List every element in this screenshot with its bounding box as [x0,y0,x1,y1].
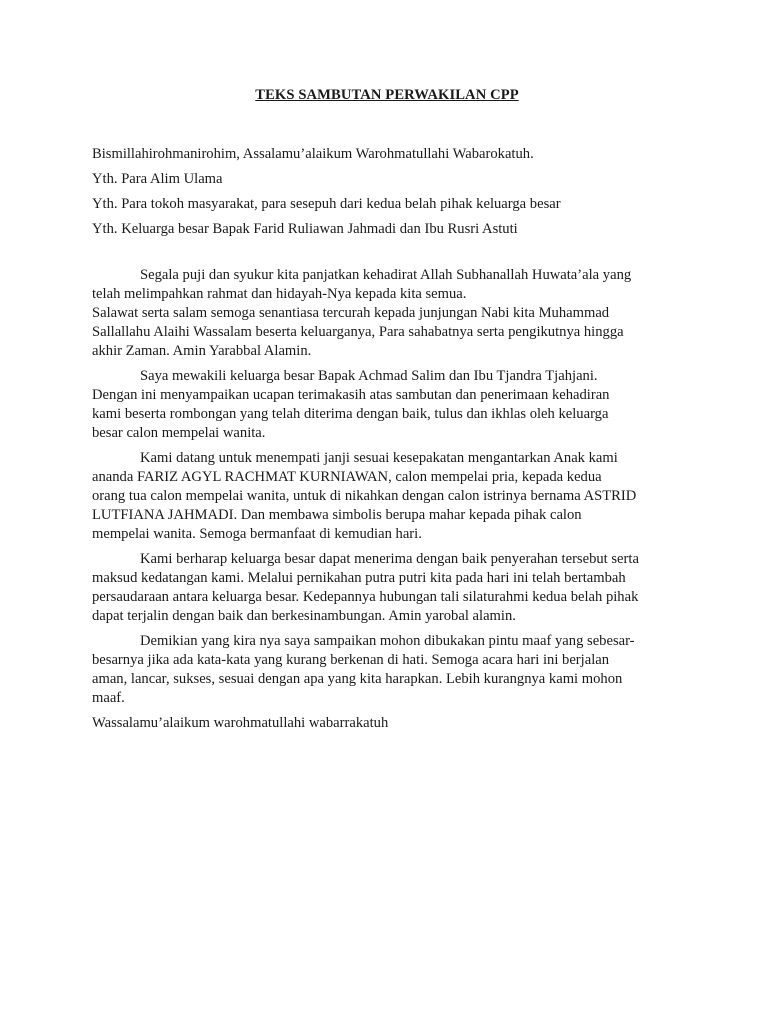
paragraph [92,367,682,443]
paragraph-line: ananda FARIZ AGYL RACHMAT KURNIAWAN, calon mempelai pria, kepada kedua [92,469,602,485]
addressee-line: Yth. Para Alim Ulama [92,171,223,187]
greeting: Bismillahirohmanirohim, Assalamu’alaikum Warohmatullahi Wabarokatuh. [92,146,534,162]
paragraph-line: maksud kedatangan kami. Melalui pernikahan putra putri kita pada hari ini telah bertambah [92,570,626,586]
paragraph-line: dapat terjalin dengan baik dan berkesinambungan. Amin yarobal alamin. [92,608,516,624]
paragraph-line: Sallallahu Alaihi Wassalam beserta keluarganya, Para sahabatnya serta pengikutnya hingga [92,324,624,340]
addressee-line: Yth. Para tokoh masyarakat, para sesepuh dari kedua belah pihak keluarga besar [92,196,561,212]
paragraph-line: aman, lancar, sukses, sesuai dengan apa yang kita harapkan. Lebih kurangnya kami mohon [92,671,623,687]
paragraph-line: Segala puji dan syukur kita panjatkan kehadirat Allah Subhanallah Huwata’ala yang [140,267,632,283]
paragraph-line: telah melimpahkan rahmat dan hidayah-Nya kepada kita semua. [92,286,467,302]
paragraph-line: mempelai wanita. Semoga bermanfaat di kemudian hari. [92,526,422,542]
paragraph-line: besar calon mempelai wanita. [92,425,266,441]
paragraph-line: maaf. [92,690,125,706]
paragraph-line: Kami datang untuk menempati janji sesuai kesepakatan mengantarkan Anak kami [140,450,618,466]
closing-line: Wassalamu’alaikum warohmatullahi wabarrakatuh [92,715,389,731]
paragraph-line: akhir Zaman. Amin Yarabbal Alamin. [92,343,312,359]
paragraph-line: Salawat serta salam semoga senantiasa tercurah kepada junjungan Nabi kita Muhammad [92,305,610,321]
document-body [92,86,682,733]
paragraph-line: Kami berharap keluarga besar dapat menerima dengan baik penyerahan tersebut serta [140,551,639,567]
paragraph [92,632,682,708]
spacer [92,245,682,266]
paragraph [92,266,682,361]
paragraph-line: kami beserta rombongan yang telah diterima dengan baik, tulus dan ikhlas oleh keluarga [92,406,609,422]
document-title: TEKS SAMBUTAN PERWAKILAN CPP [255,87,519,103]
paragraph-line: Demikian yang kira nya saya sampaikan mohon dibukakan pintu maaf yang sebesar- [140,633,635,649]
paragraph [92,449,682,544]
paragraph-line: besarnya jika ada kata-kata yang kurang berkenan di hati. Semoga acara hari ini berjalan [92,652,610,668]
paragraph-line: orang tua calon mempelai wanita, untuk di nikahkan dengan calon istrinya bernama ASTRID [92,488,637,504]
paragraph-line: LUTFIANA JAHMADI. Dan membawa simbolis berupa mahar kepada pihak calon [92,507,582,523]
paragraph-line: Dengan ini menyampaikan ucapan terimakasih atas sambutan dan penerimaan kehadiran [92,387,610,403]
paragraph-line: Saya mewakili keluarga besar Bapak Achmad Salim dan Ibu Tjandra Tjahjani. [140,368,598,384]
paragraph [92,550,682,626]
paragraph-line: persaudaraan antara keluarga besar. Kedepannya hubungan tali silaturahmi kedua belah pihak [92,589,639,605]
addressee-line: Yth. Keluarga besar Bapak Farid Ruliawan Jahmadi dan Ibu Rusri Astuti [92,221,518,237]
